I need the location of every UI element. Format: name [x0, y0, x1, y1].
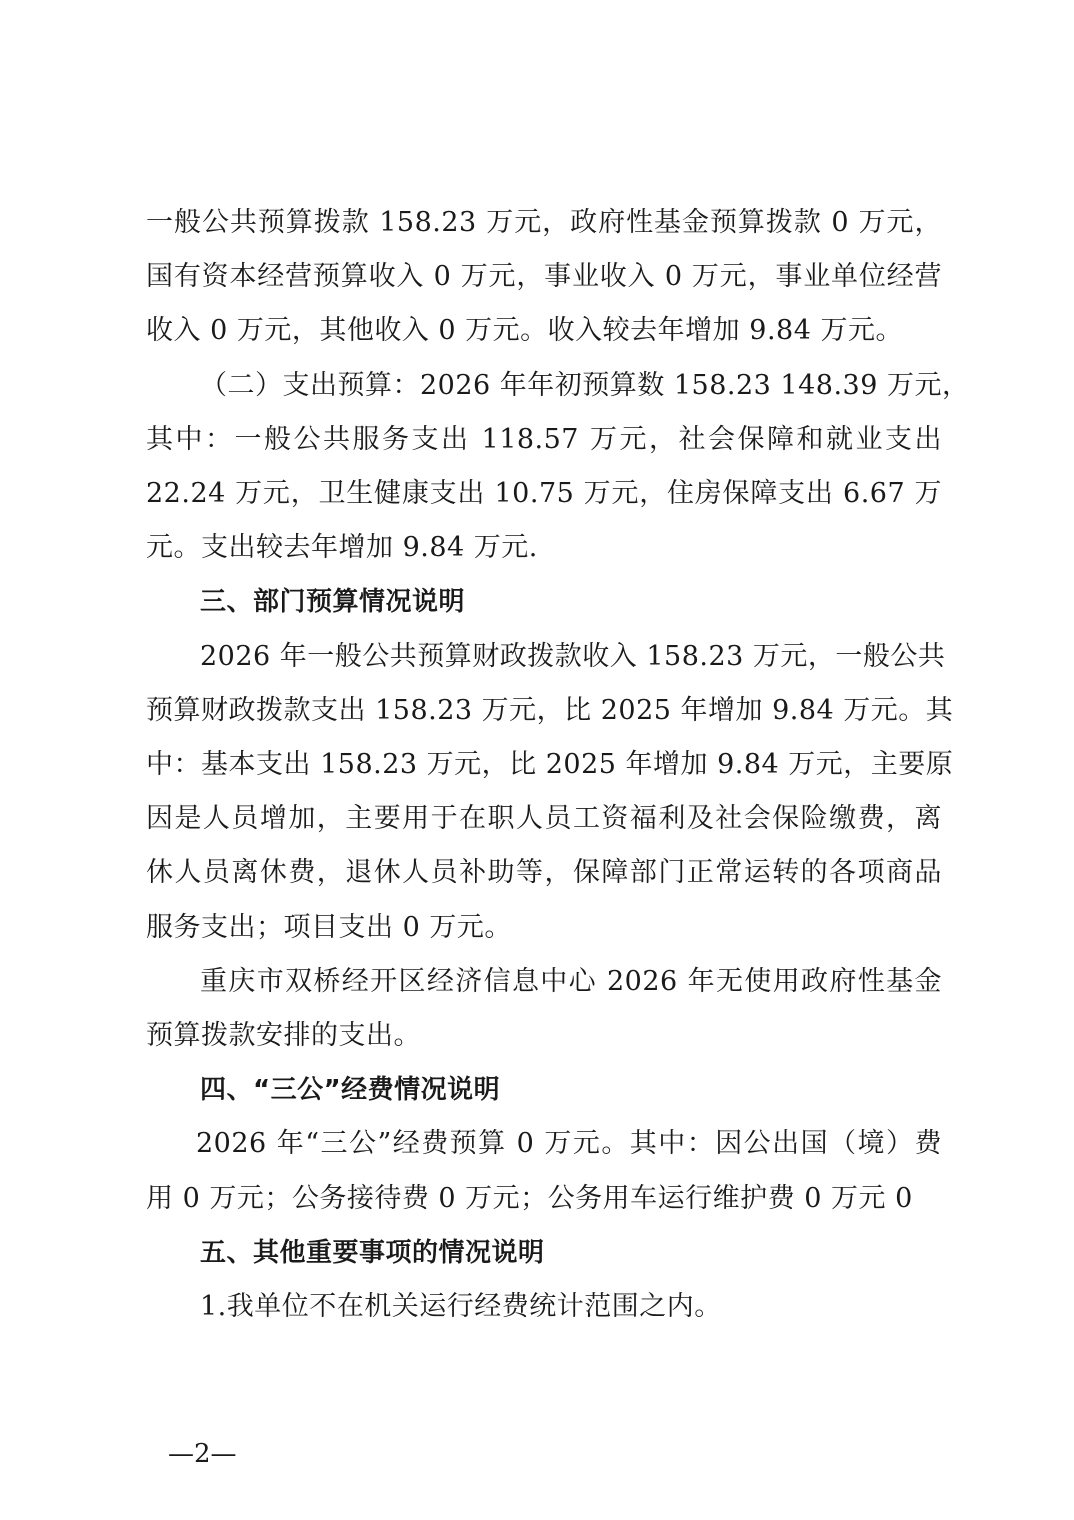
paragraph-line: 休人员离休费，退休人员补助等，保障部门正常运转的各项商品: [146, 857, 942, 888]
paragraph-line: 1.我单位不在机关运行经费统计范围之内。: [200, 1291, 722, 1322]
paragraph-line: 用 0 万元；公务接待费 0 万元；公务用车运行维护费 0 万元 0: [146, 1183, 913, 1214]
paragraph-line: 重庆市双桥经开区经济信息中心 2026 年无使用政府性基金: [200, 966, 942, 997]
paragraph-line: 其中：一般公共服务支出 118.57 万元，社会保障和就业支出: [146, 424, 942, 455]
paragraph-line: 因是人员增加，主要用于在职人员工资福利及社会保险缴费，离: [146, 803, 942, 834]
paragraph-line: 国有资本经营预算收入 0 万元，事业收入 0 万元，事业单位经营: [146, 261, 942, 292]
paragraph-line: 服务支出；项目支出 0 万元。: [146, 912, 512, 943]
page-number: —2—: [168, 1439, 237, 1469]
section-heading: 五、其他重要事项的情况说明: [200, 1238, 545, 1268]
paragraph-line: 收入 0 万元，其他收入 0 万元。收入较去年增加 9.84 万元。: [146, 315, 903, 346]
section-heading: 三、部门预算情况说明: [200, 587, 466, 617]
paragraph-line: 中：基本支出 158.23 万元，比 2025 年增加 9.84 万元，主要原: [146, 749, 954, 780]
paragraph-line: 22.24 万元，卫生健康支出 10.75 万元，住房保障支出 6.67 万: [146, 478, 942, 509]
paragraph-line: 元。支出较去年增加 9.84 万元.: [146, 532, 538, 563]
paragraph-line: 2026 年一般公共预算财政拨款收入 158.23 万元，一般公共: [200, 641, 946, 672]
paragraph-line: （二）支出预算：2026 年年初预算数 158.23 148.39 万元，: [200, 370, 970, 401]
paragraph-line: 预算财政拨款支出 158.23 万元，比 2025 年增加 9.84 万元。其: [146, 695, 954, 726]
paragraph-line: 一般公共预算拨款 158.23 万元，政府性基金预算拨款 0 万元，: [146, 207, 942, 238]
section-heading: 四、“三公”经费情况说明: [200, 1075, 501, 1105]
paragraph-line: 2026 年“三公”经费预算 0 万元。其中：因公出国（境）费: [196, 1128, 942, 1159]
paragraph-line: 预算拨款安排的支出。: [146, 1020, 421, 1051]
